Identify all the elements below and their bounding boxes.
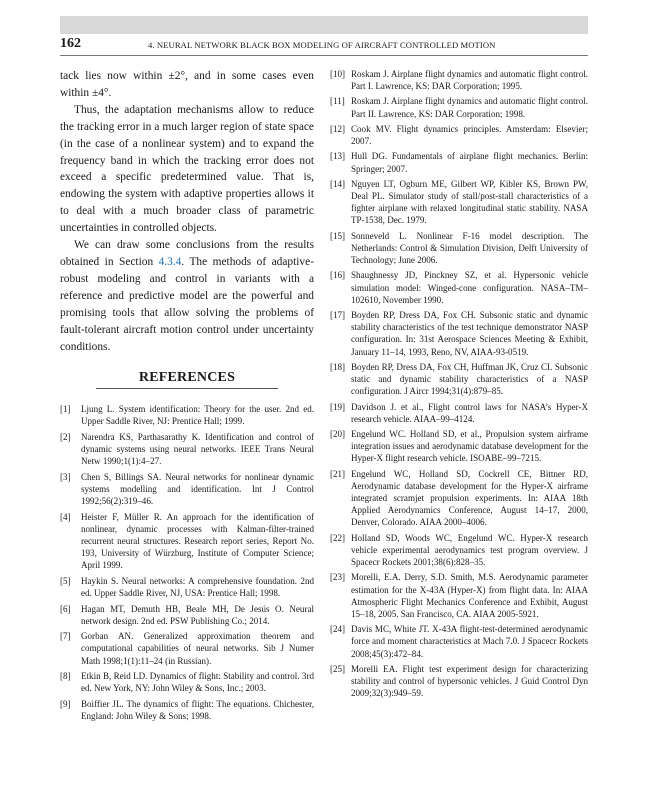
reference-item (330, 663, 588, 700)
reference-item (330, 428, 588, 465)
reference-number: [13] (330, 151, 346, 162)
references-heading: REFERENCES (138, 370, 236, 385)
reference-number: [7] (60, 631, 71, 642)
reference-number: [23] (330, 572, 346, 583)
paragraph-2: Thus, the adaptation mechanisms allow to reduce the tracking error in a much larger region of state space (in the case of a nonlinear system) and to expand the frequency band in which the tracking error does not exceed a specific predetermined value. That is, endowing the system with adaptive properties allows it to deal with a much broader class of parametric uncertainties in controlled objects. (60, 103, 314, 235)
reference-item (330, 468, 588, 529)
reference-text: Morelli, E.A. Derry, S.D. Smith, M.S. Aerodynamic parameter estimation for the X-43A (Hyper-X) from flight data. In: AIAA Atmospheric Flight Mechanics Conference and Exhibit, August 15–18, 2005. San Francisco, CA. AIAA 2005-5921. (351, 572, 588, 619)
paragraph-3-text: We can draw some conclusions from the results obtained in Section (60, 239, 314, 268)
references-list-left (60, 403, 314, 726)
reference-text: Gorban AN. Generalized approximation theorem and computational capabilities of neural networks. Sib J Numer Math 1998;1(1):11–24 (in Russian). (81, 631, 314, 666)
paragraph-3-text-end: . The methods of adaptive-robust modeling and control in variants with a reference and predictive model are the powerful and promising tools that allow solving the problems of fault-tolerant aircraft motion control under uncertainty conditions. (60, 255, 314, 353)
reference-item (60, 630, 314, 667)
reference-number: [12] (330, 123, 346, 134)
reference-text: Chen S, Billings SA. Neural networks for nonlinear dynamic systems modelling and identification. Int J Control 1992;56(2):319–46. (81, 471, 314, 507)
body-text (60, 68, 314, 355)
reference-text: Roskam J. Airplane flight dynamics and automatic flight control. Part II. Lawrence, KS: DAR Corporation; 1998. (351, 96, 588, 119)
reference-number: [17] (330, 309, 346, 320)
reference-item (330, 68, 588, 92)
reference-number: [18] (330, 361, 346, 372)
reference-number: [24] (330, 624, 346, 635)
reference-item (330, 95, 588, 119)
reference-item (60, 403, 314, 427)
reference-item (60, 670, 314, 694)
reference-item (330, 401, 588, 425)
reference-text: Haykin S. Neural networks: A comprehensive foundation. 2nd ed. Upper Saddle River, NJ, USA: Prentice Hall; 1998. (81, 575, 314, 599)
reference-item (60, 603, 314, 627)
references-rule (96, 388, 278, 389)
reference-item (330, 309, 588, 358)
reference-item (60, 511, 314, 572)
reference-item (330, 532, 588, 569)
reference-number: [19] (330, 401, 346, 412)
reference-item (330, 150, 588, 174)
reference-item (330, 178, 588, 227)
running-title: 4. NEURAL NETWORK BLACK BOX MODELING OF AIRCRAFT CONTROLLED MOTION (148, 40, 496, 50)
reference-text: Nguyen LT, Ogburn ME, Gilbert WP, Kibler KS, Brown PW, Deal PL. Simulator study of stall/post-stall characteristics of a fighter airplane with relaxed longitudinal static stability. NASA TP-1538, Dec. 1979. (351, 178, 588, 226)
reference-number: [22] (330, 532, 346, 543)
reference-text: Boiffier JL. The dynamics of flight: The equations. Chichester, England: John Wiley & Sons; 1998. (81, 698, 314, 722)
reference-number: [20] (330, 428, 346, 439)
paragraph-3 (60, 237, 314, 355)
reference-text: Roskam J. Airplane flight dynamics and automatic flight control. Part I. Lawrence, KS: DAR Corporation; 1995. (351, 69, 588, 92)
reference-text: Hagan MT, Demuth HB, Beale MH, De Jesús O. Neural network design. 2nd ed. PSW Publishing Co.; 2014. (81, 603, 314, 626)
header-rule (60, 55, 588, 56)
reference-item (60, 471, 314, 508)
reference-number: [8] (60, 671, 71, 682)
reference-text: Engelund WC, Holland SD, Cockrell CE, Bittner RD, Aerodynamic database development for the Hyper-X airframe integrated scramjet propulsion experiments. In: AIAA 18th Applied Aerodynamics Conference, August 14–17, 2000, Denver, Colorado. AIAA 2000–4006. (351, 468, 588, 528)
reference-text: Boyden RP, Dress DA, Fox CH. Subsonic static and dynamic stability characteristics of the test technique demonstrator NASP configuration. In: 31st Aerospace Sciences Meeting & Exhibit, January 11–14, 1993, Reno, NV, AIAA-93-0519. (351, 309, 588, 357)
reference-text: Shaughnessy JD, Pinckney SZ, et al. Hypersonic vehicle simulation model: Winged-cone configuration. NASA–TM–102610, November 1990. (351, 270, 588, 305)
reference-text: Morelli EA. Flight test experiment design for characterizing stability and control of hypersonic vehicles. J Guid Control Dyn 2009;32(3):949–59. (351, 663, 588, 699)
reference-number: [10] (330, 69, 346, 79)
reference-number: [11] (330, 96, 345, 107)
reference-number: [5] (60, 575, 71, 586)
reference-number: [1] (60, 404, 71, 414)
reference-text: Heister F, Müller R. An approach for the identification of nonlinear, dynamic processes with Kalman-filter-trained recurrent neural structures. Research report series, Report No. 193, University of Würzburg, Institute of Computer Science; April 1999. (81, 511, 314, 571)
reference-item (330, 230, 588, 267)
reference-number: [2] (60, 431, 71, 442)
reference-text: Narendra KS, Parthasarathy K. Identification and control of dynamic systems using neural networks. IEEE Trans Neural Netw 1990;1(1):4–27. (81, 431, 314, 467)
reference-number: [14] (330, 178, 346, 189)
reference-item (330, 123, 588, 147)
references-list-right (330, 68, 588, 703)
reference-number: [16] (330, 270, 346, 281)
reference-text: Cook MV. Flight dynamics principles. Amsterdam: Elsevier; 2007. (351, 123, 588, 147)
reference-number: [25] (330, 663, 346, 674)
reference-item (330, 623, 588, 660)
reference-number: [9] (60, 698, 71, 709)
reference-text: Davidson J. et al., Flight control laws for NASA’s Hyper-X research vehicle. AIAA–99–4124. (351, 401, 588, 424)
reference-text: Ljung L. System identification: Theory for the user. 2nd ed. Upper Saddle River, NJ: Prentice Hall; 1999. (81, 404, 314, 427)
paragraph-1: tack lies now within ±2°, and in some cases even within ±4°. (60, 70, 314, 99)
reference-text: Holland SD, Woods WC, Engelund WC. Hyper-X research vehicle experimental aerodynamics test program overview. J Spacecr Rockets 2001;38(6):828–35. (351, 532, 588, 568)
reference-item (60, 575, 314, 599)
reference-text: Sonneveld L. Nonlinear F-16 model description. The Netherlands: Control & Simulation Division, Delft University of Technology; June 2006. (351, 230, 588, 266)
reference-number: [3] (60, 471, 71, 482)
reference-item (330, 361, 588, 398)
reference-number: [4] (60, 511, 71, 522)
reference-item (330, 269, 588, 306)
reference-number: [15] (330, 230, 346, 241)
reference-text: Engelund WC. Holland SD, et al., Propulsion system airframe integration issues and aerodynamic database development for the Hyper-X flight research vehicle. ISOABE–99–7215. (351, 428, 588, 464)
reference-number: [6] (60, 603, 71, 614)
reference-number: [21] (330, 468, 346, 479)
reference-text: Hull DG. Fundamentals of airplane flight mechanics. Berlin: Springer; 2007. (351, 151, 588, 174)
reference-item (60, 698, 314, 722)
reference-text: Boyden RP, Dress DA, Fox CH, Huffman JK, Cruz CI. Subsonic static and dynamic stability characteristics of a NASP configuration. J Aircr 1994;31(4):879–85. (351, 361, 588, 397)
reference-text: Davis MC, White JT. X-43A flight-test-determined aerodynamic force and moment characteristics at Mach 7.0. J Spacecr Rockets 2008;45(3):472–84. (351, 624, 588, 659)
reference-item (330, 571, 588, 620)
reference-item (60, 431, 314, 468)
page-number: 162 (60, 36, 81, 51)
header-bar (60, 16, 588, 34)
section-link[interactable]: 4.3.4 (158, 255, 182, 268)
reference-text: Etkin B, Reid LD. Dynamics of flight: Stability and control. 3rd ed. New York, NY: John Wiley & Sons, Inc.; 2003. (81, 671, 314, 694)
